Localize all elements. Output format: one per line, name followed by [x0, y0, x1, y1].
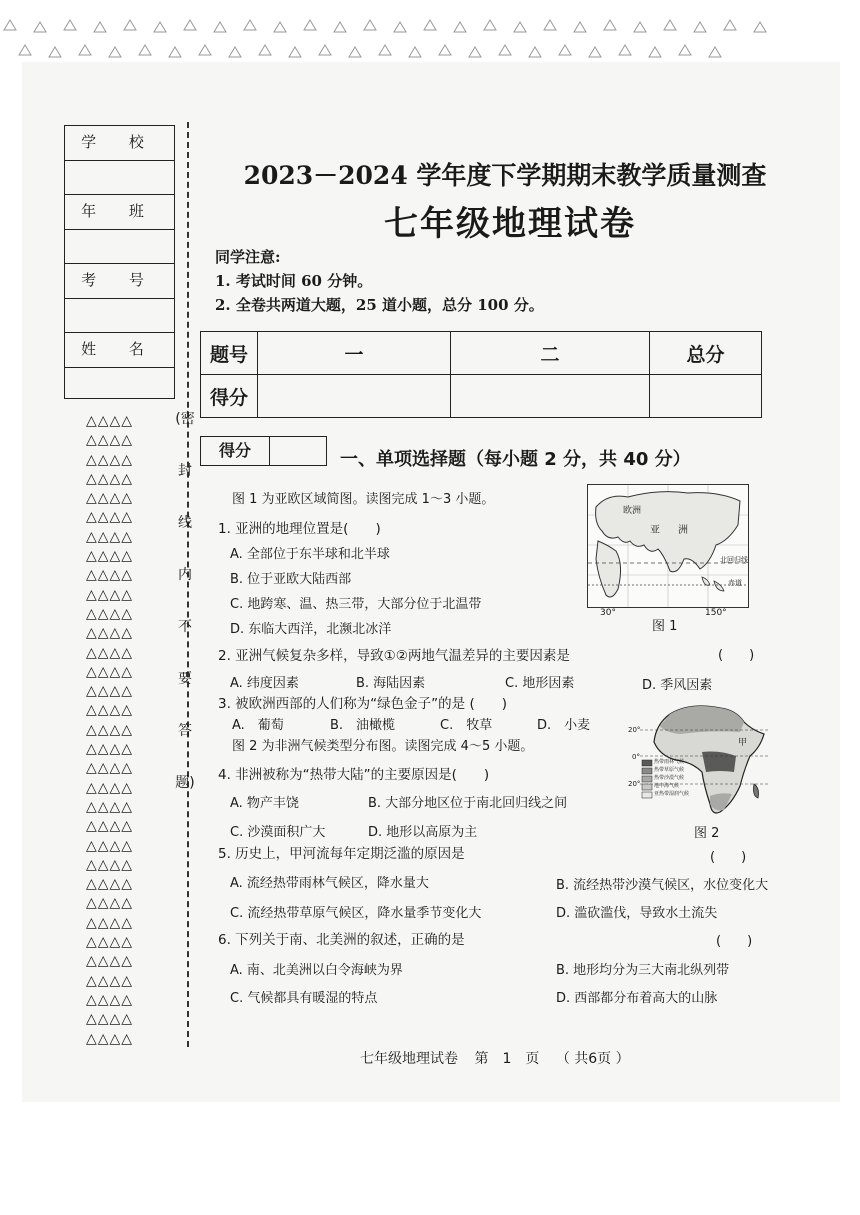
q5-option-b[interactable]: B. 流经热带沙漠气候区，水位变化大: [556, 878, 769, 893]
question-4: 4. 非洲被称为“热带大陆”的主要原因是( ): [218, 767, 490, 783]
score-cell-total[interactable]: [650, 375, 762, 418]
map-label-asia-2: 洲: [678, 525, 688, 536]
q2-option-d[interactable]: D. 季风因素: [642, 678, 713, 693]
school-label: 学 校: [65, 126, 174, 161]
question-6: 6. 下列关于南、北美洲的叙述，正确的是: [218, 932, 465, 948]
class-field[interactable]: [65, 230, 174, 265]
score-header-cell: 一: [258, 332, 451, 375]
q3-option-b[interactable]: B. 油橄榄: [330, 718, 396, 733]
q5-option-d[interactable]: D. 滥砍滥伐，导致水土流失: [556, 906, 718, 921]
q2-option-a[interactable]: A. 纬度因素: [230, 676, 299, 691]
exam-title: 2023－2024 学年度下学期期末教学质量测查: [243, 161, 767, 190]
q5-answer-paren[interactable]: ( ): [710, 850, 747, 865]
figure2-intro: 图 2 为非洲气候类型分布图。读图完成 4～5 小题。: [232, 739, 534, 754]
exam-number-field[interactable]: [65, 299, 174, 334]
name-field[interactable]: [65, 368, 174, 402]
footer-page: 第 1 页: [474, 1051, 540, 1067]
q2-option-c[interactable]: C. 地形因素: [505, 676, 575, 691]
score-cell-part1[interactable]: [258, 375, 451, 418]
figure1-caption: 图 1: [652, 619, 678, 634]
q5-option-c[interactable]: C. 流经热带草原气候区，降水量季节变化大: [230, 906, 482, 921]
note-structure: 2. 全卷共两道大题，25 道小题，总分 100 分。: [215, 296, 544, 314]
section-score-box: [200, 436, 327, 466]
legend-desert: 热带沙漠气候: [654, 775, 685, 781]
q3-option-c[interactable]: C. 牧草: [440, 718, 493, 733]
figure2-legend: [642, 760, 652, 798]
score-header-cell: 题号: [201, 332, 258, 375]
question-3: 3. 被欧洲西部的人们称为“绿色金子”的是 ( ): [218, 696, 507, 712]
notes-heading: 同学注意:: [215, 248, 281, 266]
figure1-eurasia-map: [587, 484, 749, 608]
map-lat-20s: 20°: [628, 780, 641, 788]
question-5: 5. 历史上，甲河流每年定期泛滥的原因是: [218, 846, 465, 862]
map-label-equator: 赤道: [728, 579, 742, 587]
map-label-jia: 甲: [738, 738, 748, 748]
score-cell-part2[interactable]: [451, 375, 650, 418]
score-row-label: 得分: [201, 375, 258, 418]
seal-char: 答: [178, 723, 192, 739]
q1-option-c[interactable]: C. 地跨寒、温、热三带，大部分位于北温带: [230, 597, 482, 612]
q1-option-a[interactable]: A. 全部位于东半球和北半球: [230, 547, 390, 562]
section-title: 一、单项选择题（每小题 2 分，共 40 分）: [340, 449, 691, 470]
seal-char: 不: [178, 619, 192, 635]
q4-option-a[interactable]: A. 物产丰饶: [230, 796, 299, 811]
class-label: 年 班: [65, 195, 174, 230]
footer-total: （ 共6页 ）: [555, 1051, 630, 1067]
decorative-triangle-strip: [0, 0, 860, 70]
q2-option-b[interactable]: B. 海陆因素: [356, 676, 426, 691]
question-2: 2. 亚洲气候复杂多样，导致①②两地气温差异的主要因素是: [218, 648, 570, 664]
map-label-europe: 欧洲: [623, 506, 642, 516]
footer-title: 七年级地理试卷: [360, 1051, 458, 1067]
legend-rainforest: 热带雨林气候: [654, 759, 685, 765]
q3-option-a[interactable]: A. 葡萄: [232, 718, 284, 733]
seal-char: (密: [175, 411, 195, 427]
score-header-cell: 二: [451, 332, 650, 375]
q1-option-b[interactable]: B. 位于亚欧大陆西部: [230, 572, 352, 587]
map-label-tropic: 北回归线: [720, 556, 748, 564]
exam-notes: [215, 245, 544, 317]
map-lat-20n: 20°: [628, 726, 641, 734]
seal-char: 内: [178, 567, 192, 583]
q6-answer-paren[interactable]: ( ): [716, 934, 753, 949]
page-footer: [360, 1048, 642, 1068]
map-lat-0: 0°: [632, 753, 640, 761]
school-field[interactable]: [65, 161, 174, 196]
seal-char: 要: [178, 671, 192, 687]
seal-char: 封: [178, 463, 192, 479]
q4-option-d[interactable]: D. 地形以高原为主: [368, 825, 478, 840]
question-1: 1. 亚洲的地理位置是( ): [218, 521, 381, 537]
name-label: 姓 名: [65, 333, 174, 368]
map-label-asia-1: 亚: [650, 525, 660, 536]
figure1-intro: 图 1 为亚欧区域简图。读图完成 1～3 小题。: [232, 492, 495, 507]
q6-option-c[interactable]: C. 气候都具有暖湿的特点: [230, 991, 378, 1006]
section-score-label: 得分: [201, 437, 270, 465]
note-time: 1. 考试时间 60 分钟。: [215, 272, 373, 290]
q6-option-b[interactable]: B. 地形均分为三大南北纵列带: [556, 963, 730, 978]
map-longitude-30: 30°: [600, 608, 616, 618]
q6-option-d[interactable]: D. 西部都分布着高大的山脉: [556, 991, 718, 1006]
legend-subtropical: 亚热带湿润气候: [654, 791, 690, 797]
map-longitude-150: 150°: [705, 608, 727, 618]
score-table: [200, 331, 762, 418]
exam-number-label: 考 号: [65, 264, 174, 299]
q3-option-d[interactable]: D. 小麦: [537, 718, 591, 733]
eurasia-map-drawing: [588, 485, 748, 607]
q2-answer-paren[interactable]: ( ): [718, 648, 755, 663]
exam-subtitle: 七年级地理试卷: [384, 204, 636, 244]
legend-mediterranean: 地中海气候: [654, 783, 680, 789]
legend-savanna: 热带草原气候: [654, 767, 685, 773]
triangle-pattern-column: △△△△ △△△△ △△△△ △△△△ △△△△ △△△△ △△△△ △△△△ △△△△ △△△△ △△△△ △△△△ △△△△ △△△△ △△△△ △△△△ △△△△ △△△△ △△△△ △△△△ △△△△ △△△△ △△△△ △△△△ △△△△ △△△△ △△△△ △△△△ △△△△ △△△△ △△△△ △△△△ △△△△: [86, 413, 134, 1047]
score-header-cell: 总分: [650, 332, 762, 375]
q1-option-d[interactable]: D. 东临大西洋，北濒北冰洋: [230, 622, 392, 637]
q6-option-a[interactable]: A. 南、北美洲以白令海峡为界: [230, 963, 403, 978]
figure2-legend-labels: [654, 758, 689, 798]
q4-option-c[interactable]: C. 沙漠面积广大: [230, 825, 326, 840]
q4-option-b[interactable]: B. 大部分地区位于南北回归线之间: [368, 796, 568, 811]
student-info-box: [64, 125, 175, 399]
seal-char: 题): [175, 775, 195, 791]
q5-option-a[interactable]: A. 流经热带雨林气候区，降水量大: [230, 876, 429, 891]
figure2-caption: 图 2: [694, 826, 720, 841]
seal-notice: [173, 412, 197, 828]
seal-char: 线: [178, 515, 192, 531]
